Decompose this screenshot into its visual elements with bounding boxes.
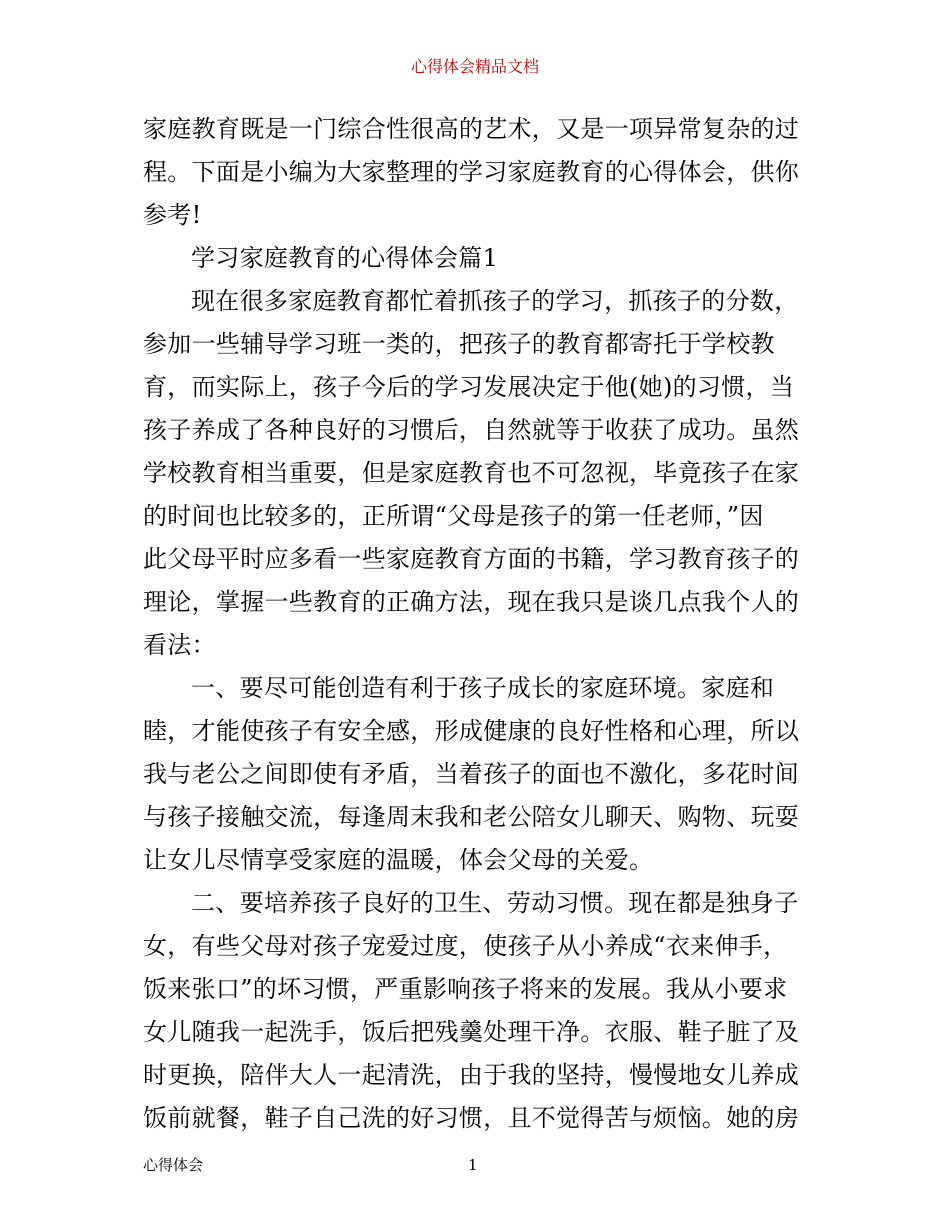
text-line: 睦，才能使孩子有安全感，形成健康的良好性格和心理，所以 (143, 717, 800, 745)
text-line: 孩子养成了各种良好的习惯后，自然就等于收获了成功。虽然 (143, 416, 800, 444)
text-line: 家庭教育既是一门综合性很高的艺术，又是一项异常复杂的过 (143, 115, 800, 143)
text-line: 参考! (143, 201, 202, 229)
text-line: 女儿随我一起洗手，饭后把残羹处理干净。衣服、鞋子脏了及 (143, 1018, 800, 1046)
footer-page-number: 1 (468, 1156, 478, 1174)
text-line: 程。下面是小编为大家整理的学习家庭教育的心得体会，供你 (143, 158, 800, 186)
text-line: 饭前就餐，鞋子自己洗的好习惯，且不觉得苦与烦恼。她的房 (143, 1104, 800, 1132)
text-line: 女，有些父母对孩子宠爱过度，使孩子从小养成“衣来伸手， (143, 932, 788, 960)
text-line: 理论，掌握一些教育的正确方法，现在我只是谈几点我个人的 (143, 588, 800, 616)
text-line: 参加一些辅导学习班一类的，把孩子的教育都寄托于学校教 (143, 330, 775, 358)
text-line: 的时间也比较多的，正所谓“父母是孩子的第一任老师，”因 (143, 502, 764, 530)
text-line: 让女儿尽情享受家庭的温暖，体会父母的关爱。 (143, 846, 654, 874)
text-line: 育，而实际上，孩子今后的学习发展决定于他(她)的习惯，当 (143, 373, 795, 401)
text-line: 看法： (143, 631, 216, 659)
text-line: 此父母平时应多看一些家庭教育方面的书籍，学习教育孩子的 (143, 545, 800, 573)
text-line: 学校教育相当重要，但是家庭教育也不可忽视，毕竟孩子在家 (143, 459, 800, 487)
document-body (143, 108, 815, 1140)
page-header-title: 心得体会精品文档 (410, 57, 539, 76)
text-line: 与孩子接触交流，每逢周末我和老公陪女儿聊天、购物、玩耍 (143, 803, 800, 831)
text-line: 现在很多家庭教育都忙着抓孩子的学习，抓孩子的分数， (191, 287, 799, 315)
text-line: 一、要尽可能创造有利于孩子成长的家庭环境。家庭和 (191, 674, 775, 702)
text-line: 我与老公之间即使有矛盾，当着孩子的面也不激化，多花时间 (143, 760, 800, 788)
text-line: 时更换，陪伴大人一起清洗，由于我的坚持，慢慢地女儿养成 (143, 1061, 800, 1089)
text-line: 学习家庭教育的心得体会篇1 (191, 244, 499, 272)
footer-label: 心得体会 (143, 1156, 204, 1174)
text-line: 二、要培养孩子良好的卫生、劳动习惯。现在都是独身子 (191, 889, 799, 917)
text-line: 饭来张口”的坏习惯，严重影响孩子将来的发展。我从小要求 (143, 975, 788, 1003)
